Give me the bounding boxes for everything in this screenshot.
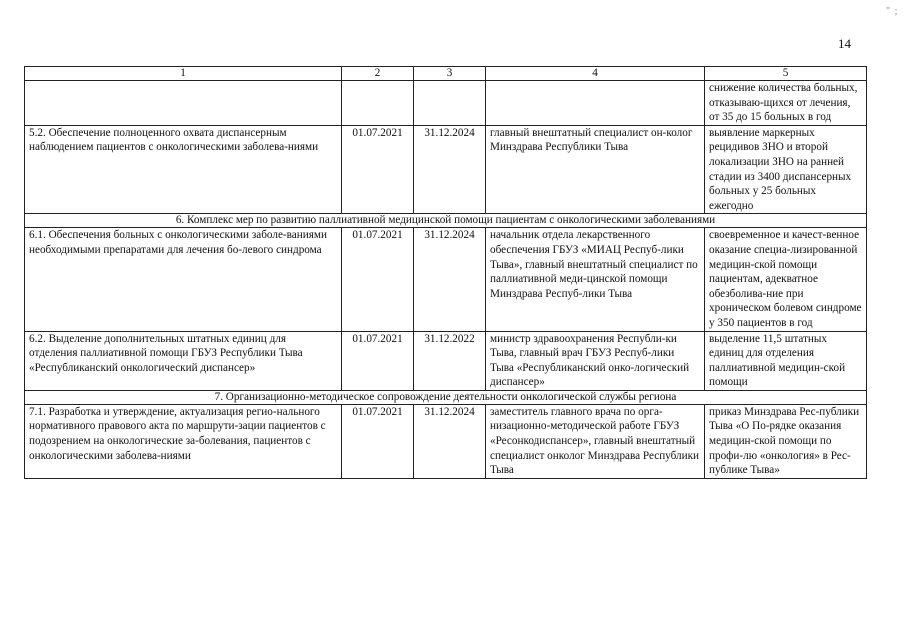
end-date-cell: 31.12.2024 — [414, 404, 486, 478]
page-number: 14 — [838, 36, 851, 51]
measure-cell: 5.2. Обеспечение полноценного охвата диспансерным наблюдением пациентов с онкологическими заболева-ниями — [25, 125, 342, 214]
column-number-row — [25, 67, 867, 81]
column-number: 2 — [342, 67, 414, 81]
start-date-cell: 01.07.2021 — [342, 331, 414, 390]
responsible-cell: министр здравоохранения Республи-ки Тыва, главный врач ГБУЗ Респуб-лики Тыва «Республиканский онко-логический диспансер» — [486, 331, 705, 390]
table-row — [25, 404, 867, 478]
end-date-cell — [414, 81, 486, 126]
measure-cell: 6.1. Обеспечения больных с онкологическими заболе-ваниями необходимыми препаратами для лечения бо-левого синдрома — [25, 228, 342, 331]
start-date-cell: 01.07.2021 — [342, 228, 414, 331]
end-date-cell: 31.12.2024 — [414, 228, 486, 331]
measure-cell — [25, 81, 342, 126]
table-row — [25, 81, 867, 126]
column-number: 3 — [414, 67, 486, 81]
result-cell: приказ Минздрава Рес-публики Тыва «О По-рядке оказания медицин-ской помощи по профи-лю «онкология» в Рес-публике Тыва» — [705, 404, 867, 478]
responsible-cell: заместитель главного врача по орга-низационно-методической работе ГБУЗ «Ресонкодиспансер», главный внештатный специалист онколог Минздрава Республики Тыва — [486, 404, 705, 478]
table-row — [25, 228, 867, 331]
action-plan-table — [24, 66, 867, 479]
responsible-cell: начальник отдела лекарственного обеспечения ГБУЗ «МИАЦ Респуб-лики Тыва», главный внештатный специалист по паллиативной меди-цинской помощи Минздрава Респуб-лики Тыва — [486, 228, 705, 331]
result-cell: своевременное и качест-венное оказание специа-лизированной медицин-ской помощи пациентам, адекватное обезболива-ние при хроническом болевом синдроме у 350 пациентов в год — [705, 228, 867, 331]
section-heading-row — [25, 214, 867, 228]
end-date-cell: 31.12.2022 — [414, 331, 486, 390]
start-date-cell: 01.07.2021 — [342, 404, 414, 478]
result-cell: выявление маркерных рецидивов ЗНО и второй локализации ЗНО на ранней стадии из 3400 диспансерных больных у 25 больных ежегодно — [705, 125, 867, 214]
section-heading: 7. Организационно-методическое сопровождение деятельности онкологической службы региона — [25, 390, 867, 404]
column-number: 4 — [486, 67, 705, 81]
end-date-cell: 31.12.2024 — [414, 125, 486, 214]
start-date-cell — [342, 81, 414, 126]
column-number: 5 — [705, 67, 867, 81]
table-row — [25, 125, 867, 214]
result-cell: выделение 11,5 штатных единиц для отделения паллиативной медицин-ской помощи — [705, 331, 867, 390]
start-date-cell: 01.07.2021 — [342, 125, 414, 214]
measure-cell: 6.2. Выделение дополнительных штатных единиц для отделения паллиативной помощи ГБУЗ Республики Тыва «Республиканский онкологический диспансер» — [25, 331, 342, 390]
table-row — [25, 331, 867, 390]
scan-mark: " ; — [886, 6, 899, 17]
section-heading: 6. Комплекс мер по развитию паллиативной медицинской помощи пациентам с онкологическими заболеваниями — [25, 214, 867, 228]
responsible-cell — [486, 81, 705, 126]
section-heading-row — [25, 390, 867, 404]
responsible-cell: главный внештатный специалист он-колог Минздрава Республики Тыва — [486, 125, 705, 214]
measure-cell: 7.1. Разработка и утверждение, актуализация регио-нального нормативного правового акта по маршрути-зации пациентов с подозрением на онкологические за-болевания, пациентов с онкологическими заболева-ниями — [25, 404, 342, 478]
result-cell: снижение количества больных, отказываю-щихся от лечения, от 35 до 15 больных в год — [705, 81, 867, 126]
column-number: 1 — [25, 67, 342, 81]
